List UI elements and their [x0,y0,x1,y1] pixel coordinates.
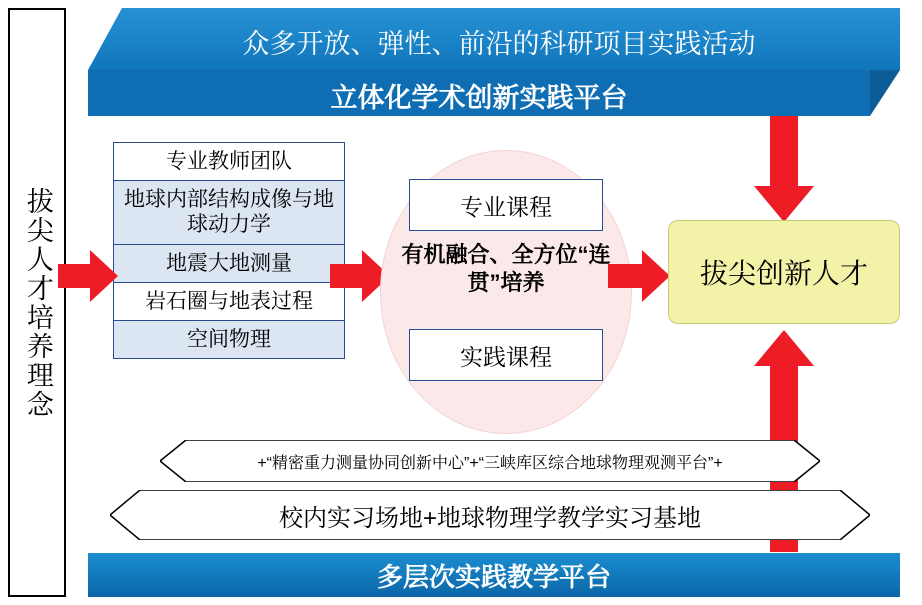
center-middle-text: 有机融合、全方位“连贯”培养 [401,242,611,295]
course-row: 地震大地测量 [114,245,344,283]
top-banner [88,8,900,116]
arrow-center-to-result [608,250,670,302]
course-row: 空间物理 [114,321,344,358]
result-talent-label: 拔尖创新人才 [699,258,868,289]
course-row: 地球内部结构成像与地球动力学 [114,181,344,244]
arrow-platform-to-result-down [754,116,814,222]
bottom-platform-bar [88,553,900,597]
course-row: 专业教师团队 [114,143,344,181]
band-innovation-centers [160,440,820,482]
course-row: 岩石圈与地表过程 [114,283,344,321]
course-list-box [113,142,345,359]
top-banner-line1: 众多开放、弹性、前沿的科研项目实践活动 [242,29,756,59]
left-vertical-label-text: 拔尖人才培养理念 [22,186,53,419]
band-practice-bases [110,490,870,540]
band-innovation-centers-text: +“精密重力测量协同创新中心”+“三峡库区综合地球物理观测平台”+ [257,454,723,472]
center-top-box: 专业课程 [409,179,603,231]
top-banner-line2: 立体化学术创新实践平台 [330,83,628,113]
integration-ellipse [380,150,632,434]
result-talent-box [668,220,900,324]
center-bottom-box: 实践课程 [409,329,603,381]
left-vertical-label [8,8,66,597]
arrow-left-to-courses [58,250,118,302]
band-practice-bases-text: 校内实习场地+地球物理学教学实习基地 [278,504,701,532]
bottom-platform-label: 多层次实践教学平台 [376,561,611,592]
